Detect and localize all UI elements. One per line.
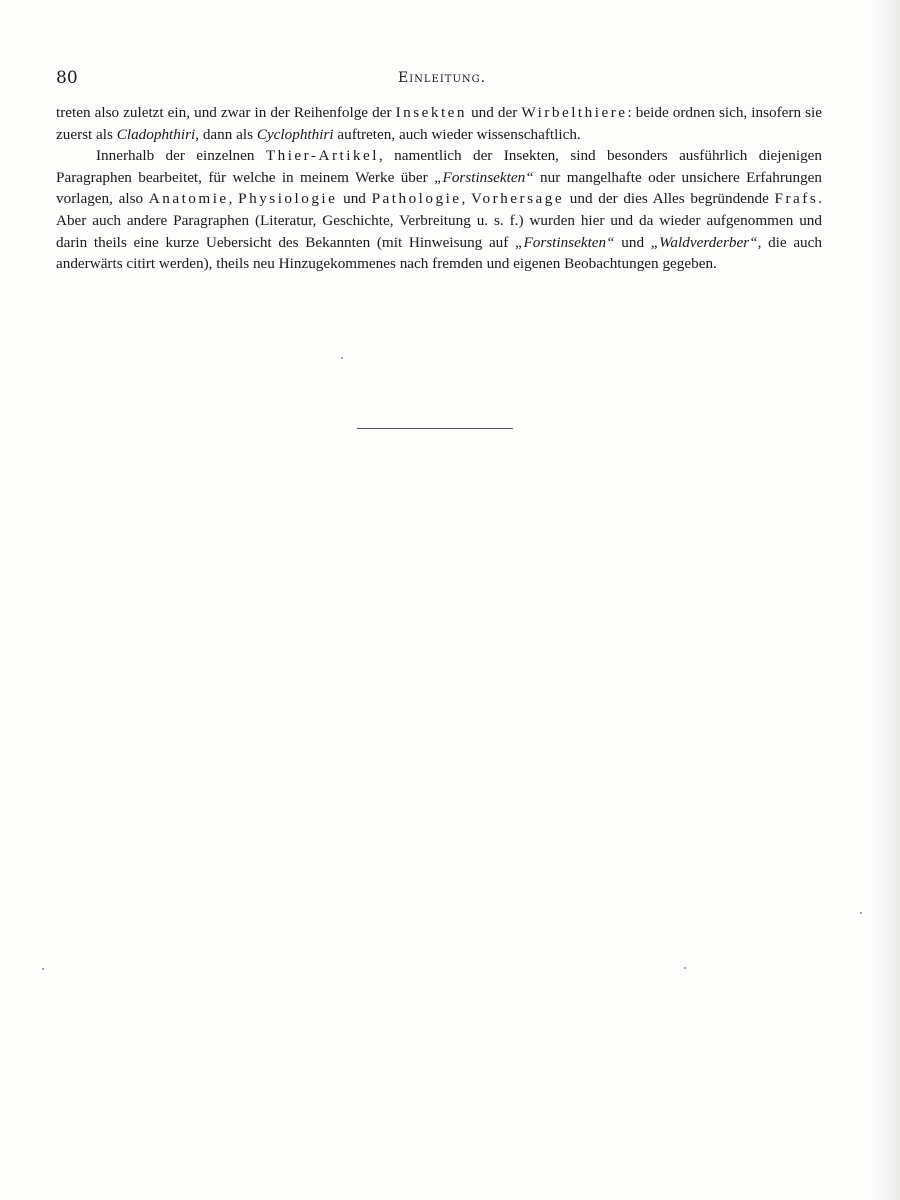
text-run: und [614,233,651,251]
term-thier-artikel: Thier-Artikel [265,147,379,165]
term-physiologie: Physiologie [238,190,338,208]
text-run: und der dies Alles begründende [564,190,775,208]
body-text [56,102,822,275]
page-edge-shadow [872,0,900,1200]
text-run: . Aber auch andere Paragraphen (Literatur, Geschichte, Verbreitung u. s. f.) wurden hier und da wieder aufgenommen und darin theils eine kurze Uebersicht des Bekannten (mit Hinweisung auf [56,190,823,251]
term-vorhersage: Vorhersage [471,190,565,208]
text-run: und [337,190,372,208]
scan-speck [341,357,343,359]
scan-speck [42,968,44,970]
term-insekten: Insekten [395,104,468,121]
term-anatomie: Anatomie [148,190,229,208]
term-cladophthiri: Cladophthiri [116,125,196,143]
text-run: nur mangelhafte oder unsichere Erfahrungen vorlagen, also [56,168,822,208]
term-cyclophthiri: Cyclophthiri [256,125,334,143]
title-forstinsekten: „Forstinsekten“ [515,233,615,251]
text-run: , die auch anderwärts citirt werden), theils neu Hinzugekommenes nach fremden und eigenen Beobachtungen gegeben. [56,233,822,273]
term-pathologie: Pathologie [371,190,462,208]
text-run: Innerhalb der einzelnen [96,147,266,165]
title-forstinsekten: „Forstinsekten“ [434,168,534,186]
section-divider [357,428,513,429]
term-wirbelthiere: Wirbelthiere [521,104,628,121]
running-head: Einleitung. [398,70,487,86]
text-run: und der [467,104,522,121]
text-run: , [461,190,472,208]
term-frass: Frafs [774,190,819,208]
text-run: , namentlich der Insekten, sind besonders ausführlich diejenigen Paragraphen bearbeitet, für welche in meinem Werke über [56,147,822,186]
page-number: 80 [56,68,78,88]
page-header [56,68,846,92]
text-run: auftreten, auch wieder wissenschaftlich. [333,125,581,143]
text-run: , dann als [195,125,257,143]
paragraph-2 [56,145,822,275]
text-run: : beide ordnen sich, insofern sie zuerst als [56,104,822,143]
scan-speck [684,967,686,969]
scan-speck [860,912,862,914]
title-waldverderber: „Waldverderber“ [650,233,758,251]
paragraph-1 [56,102,822,145]
text-run: , [228,190,239,208]
text-run: treten also zuletzt ein, und zwar in der Reihenfolge der [56,104,396,121]
